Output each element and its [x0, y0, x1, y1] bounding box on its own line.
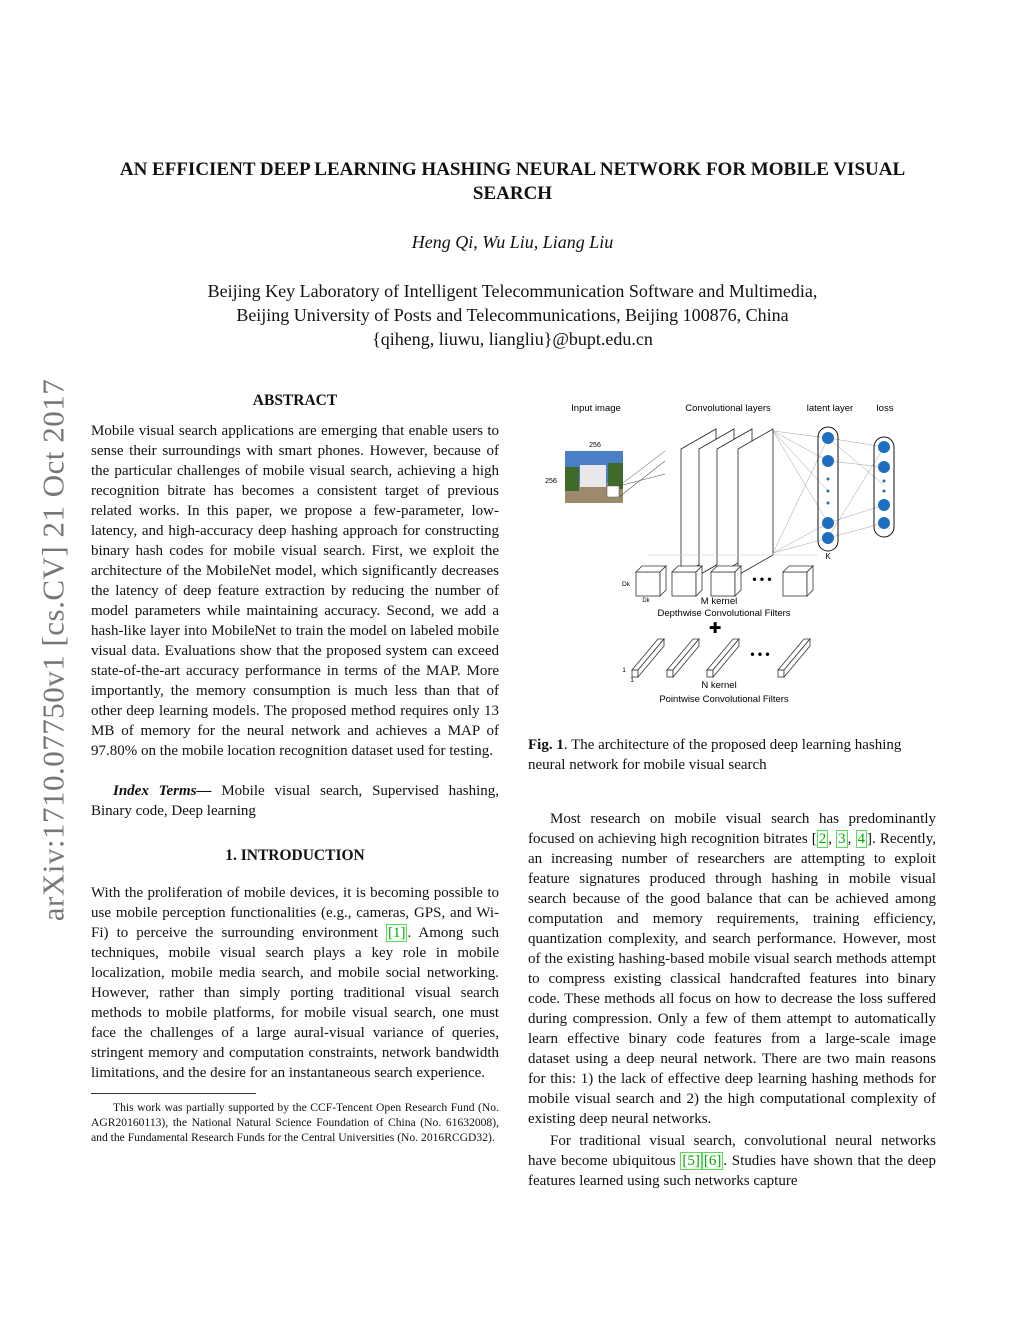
fig-label-one-a: 1 [622, 667, 626, 674]
affiliation-email: {qiheng, liuwu, liangliu}@bupt.edu.cn [372, 329, 653, 349]
citation-6[interactable]: [6] [703, 1153, 722, 1169]
caption-label: Fig. 1 [528, 737, 564, 753]
fig-label-latent: latent layer [806, 403, 854, 414]
arxiv-id: arXiv:1710.07750v1 [cs.CV] 21 Oct 2017 [35, 378, 70, 922]
pointwise-kernel-1 [632, 639, 664, 677]
fig-label-input: Input image [571, 403, 621, 414]
fig-depthwise-label: Depthwise Convolutional Filters [657, 608, 791, 619]
conv-layer-4 [738, 429, 773, 575]
intro-heading: 1. INTRODUCTION [225, 847, 365, 864]
fig-label-loss: loss [876, 403, 894, 414]
projection-lines [619, 451, 665, 497]
intro-paragraph [91, 883, 499, 1083]
title-line-2: SEARCH [472, 183, 553, 204]
caption-text: . The architecture of the proposed deep learning hashing neural network for mobile visual search [528, 737, 902, 773]
right-p2-text-b: . Studies have shown that the deep features learned using such networks capture [528, 1153, 937, 1189]
paper-title [90, 158, 935, 206]
depthwise-ellipsis: • • • [752, 572, 772, 586]
image-tree-right [608, 463, 623, 489]
image-building [580, 465, 606, 487]
right-p1-text-a: Most research on mobile visual search has predominantly focused on achieving high recognition bitrates [528, 811, 936, 847]
citation-2[interactable]: 2 [818, 831, 827, 847]
fig-label-conv: Convolutional layers [685, 403, 771, 414]
index-terms [91, 781, 499, 821]
abstract-text: Mobile visual search applications are emerging that enable users to sense their surroundings with smart phones. However, because of the particular challenges of mobile visual search, achieving a high recognition bitrate has becomes a consistent target of previous related works. In this paper, we propose a few-parameter, low-latency, and high-accuracy deep hashing approach for constructing binary hash codes for mobile visual search. First, we exploit the architecture of the MobileNet model, which significantly decreases the latency of deep feature extraction by reducing the number of model parameters while maintaining accuracy. Second, we add a hash-like layer into MobileNet to train the model on labeled mobile visual data. Evaluations show that the proposed system can exceed state-of-the-art accuracy performance in terms of the MAP. More importantly, the memory consumption is much less than that of other deep learning models. The proposed method requires only 13 MB of memory for the neural network and achieves a MAP of 97.80% on the mobile location recognition dataset used for testing. [91, 423, 499, 759]
fig-label-dk-1: Dk [622, 581, 630, 588]
image-tree-left [565, 467, 579, 491]
fig-dim-height: 256 [545, 478, 557, 485]
pointwise-kernel-4 [778, 639, 810, 677]
citation-1[interactable]: [1] [387, 925, 406, 941]
right-p2-text-a: For traditional visual search, convolutional neural networks have become ubiquitous [528, 1133, 936, 1169]
architecture-figure [528, 395, 936, 715]
citation-3[interactable]: 3 [838, 831, 846, 847]
pointwise-ellipsis: • • • [750, 647, 770, 661]
pointwise-kernel-2 [667, 639, 699, 677]
abstract-heading: ABSTRACT [252, 392, 338, 409]
depthwise-kernel-4 [783, 566, 813, 596]
input-image [565, 451, 623, 503]
fig-m-kernel: M kernel [700, 596, 738, 607]
left-column [91, 392, 499, 1145]
fig-n-kernel: N kernel [701, 680, 737, 691]
right-paragraph-2 [528, 1131, 936, 1191]
fig-pointwise-label: Pointwise Convolutional Filters [659, 694, 789, 705]
depthwise-kernel-3 [711, 566, 741, 596]
affiliation-line-2: Beijing University of Posts and Telecommunications, Beijing 100876, China [236, 305, 789, 325]
footnote-rule [91, 1093, 256, 1094]
index-terms-text: Mobile visual search, Supervised hashing, Binary code, Deep learning [91, 783, 500, 819]
authors: Heng Qi, Wu Liu, Liang Liu [411, 232, 614, 252]
pointwise-kernel-3 [707, 639, 739, 677]
conv-layers [681, 429, 773, 575]
fig-dim-width: 256 [589, 442, 601, 449]
fig-label-dk-2: Dk [642, 598, 650, 604]
footnote: This work was partially supported by the CCF-Tencent Open Research Fund (No. AGR20160113), the National Natural Science Foundation of China (No. 61632008), and the Fundamental Research Funds for the Central Universities (No. 2016RCGD32). [91, 1101, 499, 1144]
arxiv-watermark [28, 355, 78, 945]
citation-5[interactable]: [5] [682, 1153, 700, 1169]
fig-label-k: K [825, 552, 831, 561]
depthwise-kernel-2 [672, 566, 702, 596]
right-column [528, 395, 936, 1191]
title-line-1: AN EFFICIENT DEEP LEARNING HASHING NEURAL NETWORK FOR MOBILE VISUAL [119, 159, 906, 180]
depthwise-kernel-1 [636, 566, 666, 596]
image-patch [607, 486, 619, 497]
right-p1-text-b: . Recently, an increasing number of researchers are attempting to exploit feature signatures produced through hashing in mobile visual search because of the good balance that can be achieved among computation and memory requirements, training efficiency, quantization complexity, and search performance. However, most of the existing hashing-based mobile visual search methods attempt to compress existing classical handcrafted features into binary code. These methods all focus on how to decrease the loss suffered during compression. Only a few of them attempt to automatically learn effective binary code features from a large-scale image dataset using a deep neural network. There are two main reasons for this: 1) the lack of effective deep learning hashing methods for mobile visual search and 2) the high computational complexity of existing deep neural networks. [528, 831, 937, 1127]
figure-caption [528, 735, 936, 775]
right-paragraph-1: Most research on mobile visual search has predominantly focused on achieving high recognition bitrates [ 2 , 3 , 4 ]. Recently, an increasing number of researchers are attempting to exploit feature signatures produced through hashing in mobile visual search because of the good balance that can be achieved among computation and memory requirements, training efficiency, quantization complexity, and search performance. However, most of the existing hashing-based mobile visual search methods attempt to compress existing classical handcrafted features into binary code. These methods all focus on how to decrease the loss suffered during compression. Only a few of them attempt to automatically learn effective binary code features from a large-scale image dataset using a deep neural network. There are two main reasons for this: 1) the lack of effective deep learning hashing methods for mobile visual search and 2) the high computational complexity of existing deep neural networks. [528, 811, 937, 1127]
depthwise-kernels [636, 566, 813, 596]
intro-text-a: With the proliferation of mobile devices, it is becoming possible to use mobile perception functionalities (e.g., cameras, GPS, and Wi-Fi) to perceive the surrounding environment [91, 885, 499, 941]
affiliation [90, 279, 935, 351]
index-terms-label: Index Terms— [113, 783, 212, 799]
fig-label-one-b: 1 [630, 677, 634, 684]
intro-text-b: . Among such techniques, mobile visual search plays a key role in mobile localization, mobile media search, and mobile social networking. However, rather than simply porting traditional visual search methods to mobile platforms, for mobile visual search, one must face the challenges of a large aural-visual variance of queries, stringent memory and computation constraints, network bandwidth limitations, and the desire for an instantaneous search experience. [91, 925, 499, 1081]
latent-nodes [822, 432, 834, 544]
plus-icon: ✚ [708, 620, 722, 637]
pointwise-kernels [632, 639, 810, 677]
citation-4[interactable]: 4 [857, 831, 866, 847]
affiliation-line-1: Beijing Key Laboratory of Intelligent Telecommunication Software and Multimedia, [207, 281, 818, 301]
